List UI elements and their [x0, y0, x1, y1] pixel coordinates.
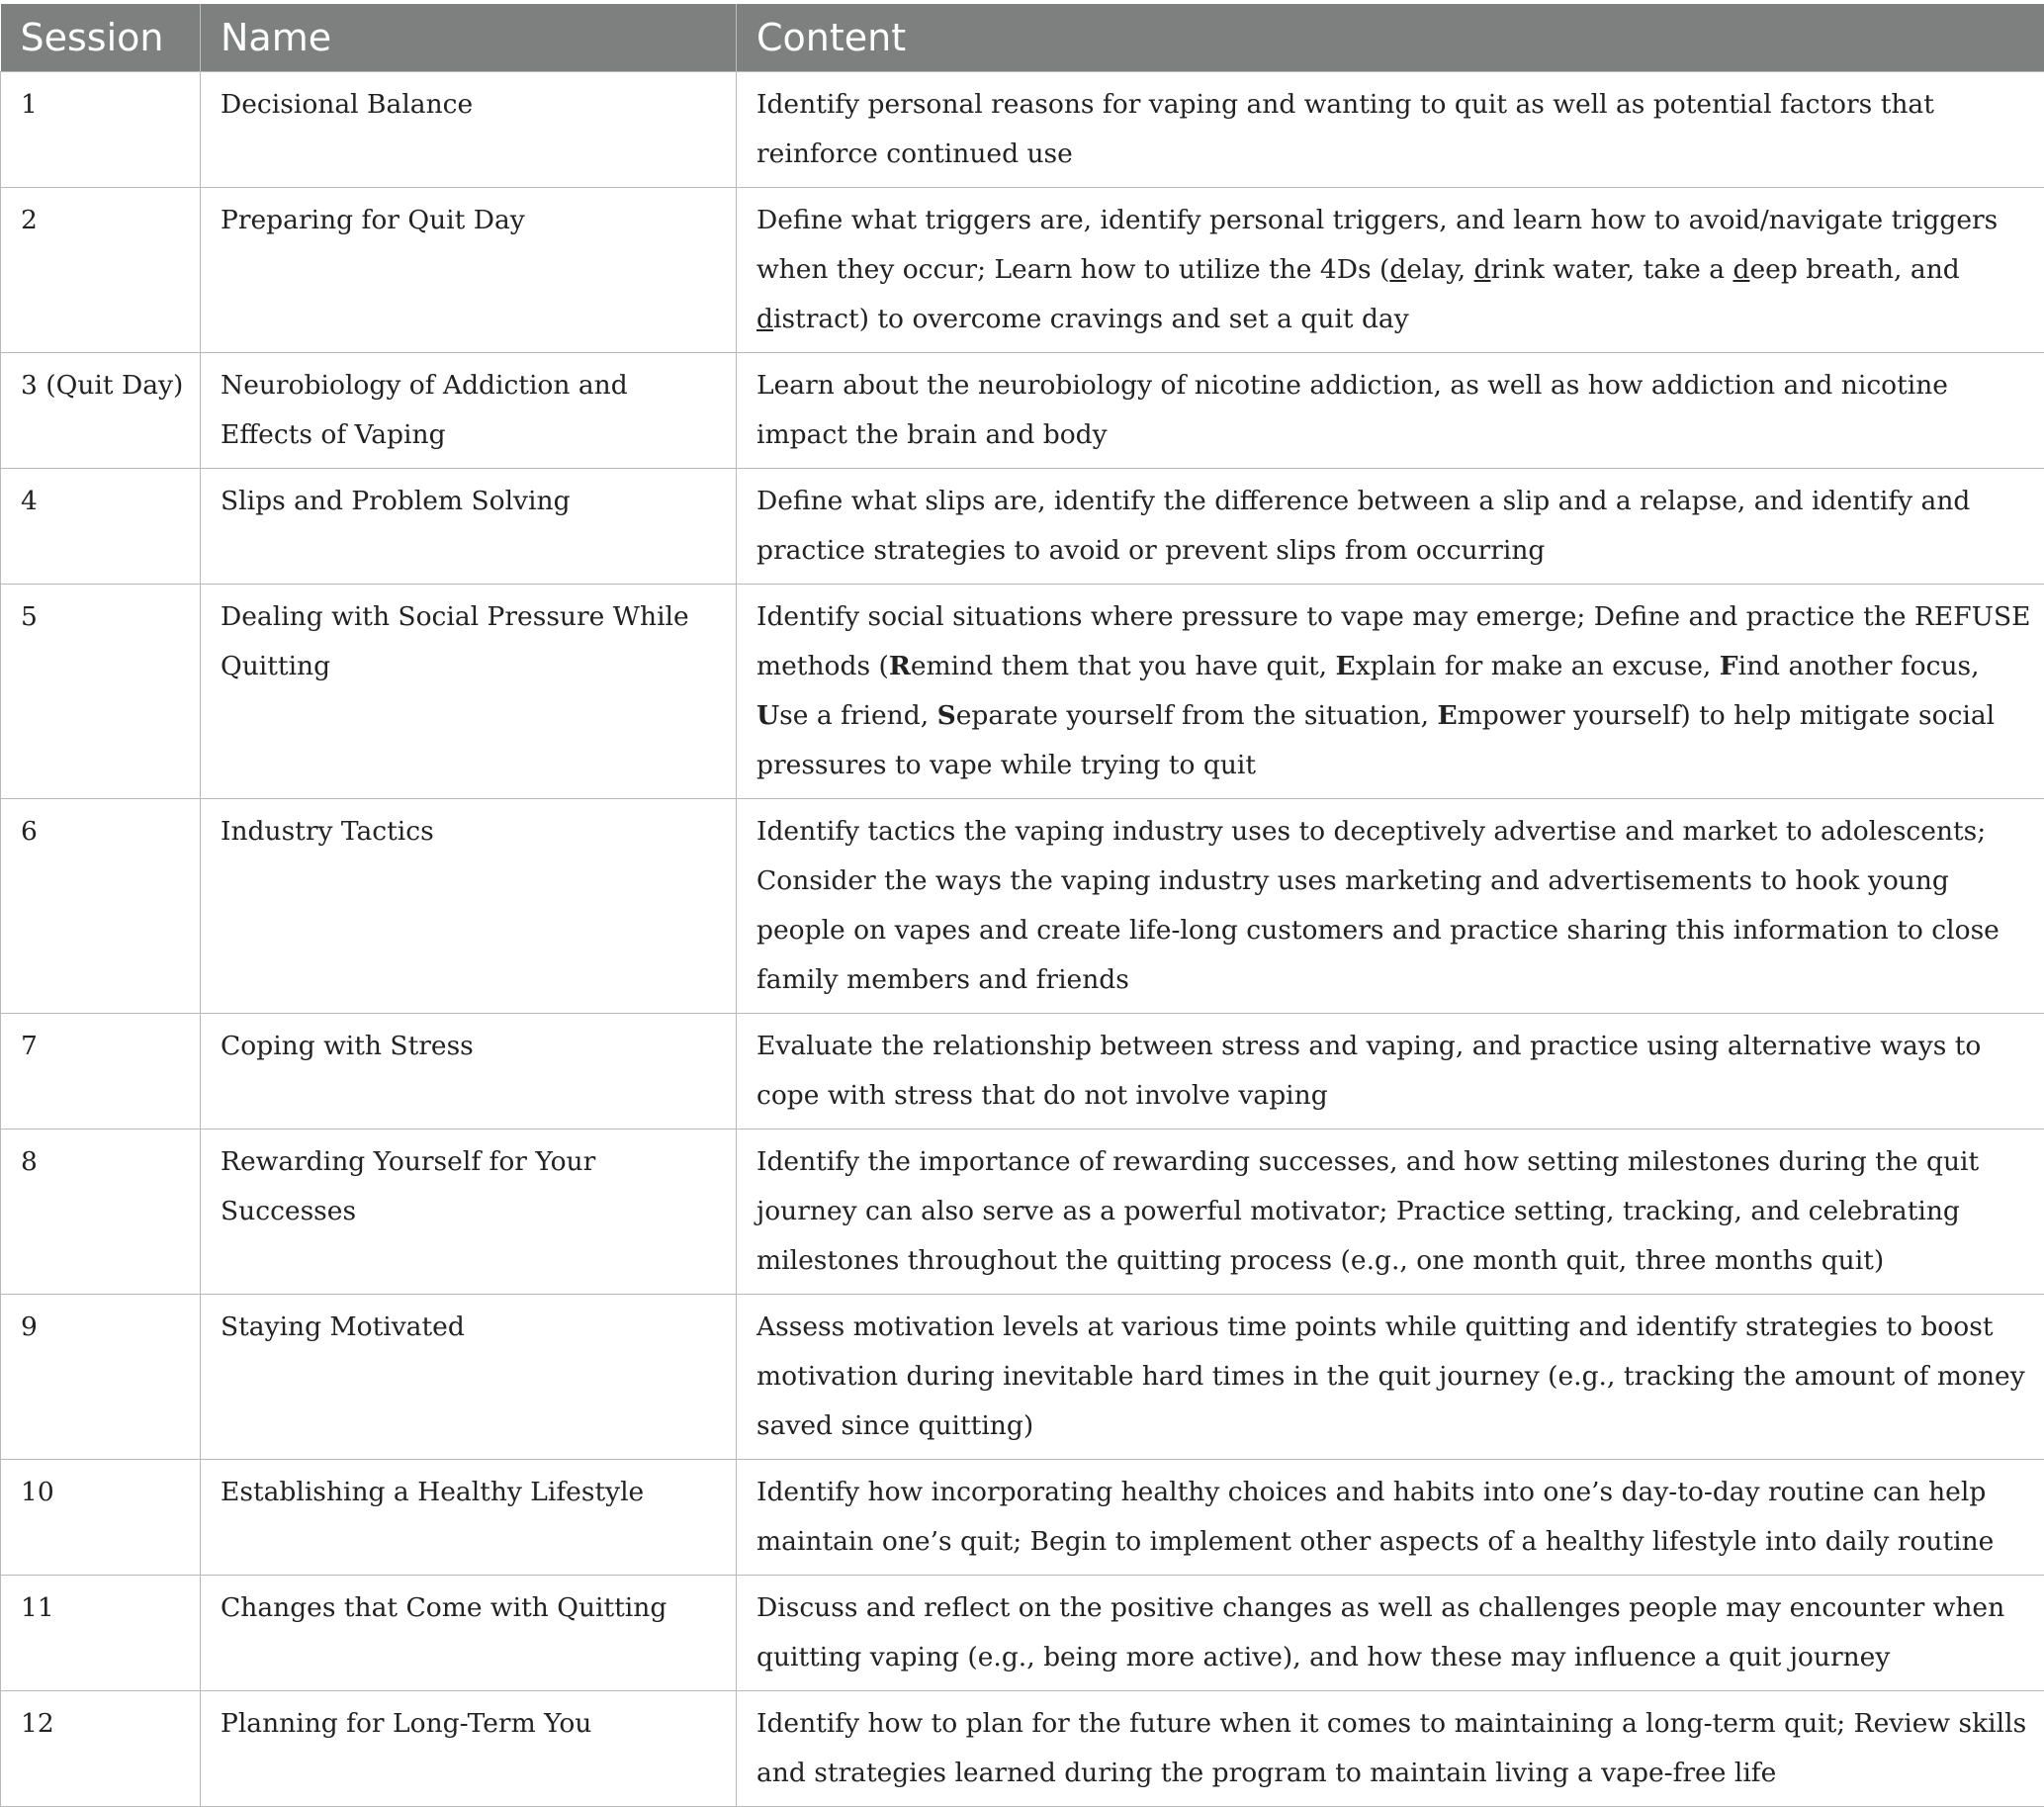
header-session: Session: [1, 4, 201, 72]
table-row: [1, 1460, 2044, 1576]
4ds-letter: d: [1474, 254, 1491, 285]
session-name: Dealing with Social Pressure While Quitting: [201, 585, 737, 799]
session-content: Assess motivation levels at various time points while quitting and identify strategies to boost motivation during inevitable hard times in the quit journey (e.g., tracking the amount of money saved since quitting): [737, 1295, 2044, 1460]
session-number: 6: [1, 799, 201, 1014]
session-number: 4: [1, 469, 201, 585]
content-text: emind them that you have quit,: [911, 651, 1336, 681]
content-text: elay,: [1406, 254, 1473, 285]
refuse-letter: U: [756, 700, 779, 731]
session-number: 10: [1, 1460, 201, 1576]
4ds-letter: d: [1733, 254, 1750, 285]
session-number: 11: [1, 1576, 201, 1691]
session-name: Planning for Long-Term You: [201, 1691, 737, 1807]
content-text: mpower yourself) to help mitigate social pressures to vape while trying to quit: [756, 700, 1995, 780]
session-name: Coping with Stress: [201, 1014, 737, 1129]
header-name: Name: [201, 4, 737, 72]
session-content: Identify how incorporating healthy choices and habits into one’s day-to-day routine can help maintain one’s quit; Begin to implement other aspects of a healthy lifestyle into daily routine: [737, 1460, 2044, 1576]
content-text: istract) to overcome cravings and set a quit day: [773, 304, 1409, 334]
session-name: Industry Tactics: [201, 799, 737, 1014]
table-row: [1, 469, 2044, 585]
header-content: Content: [737, 4, 2044, 72]
content-text: se a friend,: [779, 700, 936, 731]
session-number: 3 (Quit Day): [1, 353, 201, 469]
table-row: [1, 1014, 2044, 1129]
content-text: ind another focus,: [1738, 651, 1980, 681]
session-name: Staying Motivated: [201, 1295, 737, 1460]
session-name: Changes that Come with Quitting: [201, 1576, 737, 1691]
session-content: Identify tactics the vaping industry uses to deceptively advertise and market to adolescents; Consider the ways the vaping industry uses marketing and advertisements to hook young people on vapes and create life-long customers and practice sharing this information to close family members and friends: [737, 799, 2044, 1014]
refuse-letter: E: [1336, 651, 1356, 681]
content-text: Identify social situations where pressure to vape may emerge; Define and practice the REFUSE methods (: [756, 601, 2030, 681]
content-text: Define what triggers are, identify personal triggers, and learn how to avoid/navigate triggers when they occur; Learn how to utilize the 4Ds (: [756, 205, 1998, 285]
table-row: [1, 1129, 2044, 1295]
session-number: 5: [1, 585, 201, 799]
session-number: 12: [1, 1691, 201, 1807]
session-content: Define what slips are, identify the difference between a slip and a relapse, and identify and practice strategies to avoid or prevent slips from occurring: [737, 469, 2044, 585]
session-number: 7: [1, 1014, 201, 1129]
session-content: Learn about the neurobiology of nicotine addiction, as well as how addiction and nicotine impact the brain and body: [737, 353, 2044, 469]
refuse-letter: E: [1437, 700, 1457, 731]
content-text: eparate yourself from the situation,: [956, 700, 1438, 731]
table-header-row: [1, 4, 2044, 72]
content-text: eep breath, and: [1749, 254, 1959, 285]
table-row: [1, 353, 2044, 469]
session-number: 2: [1, 188, 201, 353]
content-text: xplain for make an excuse,: [1356, 651, 1720, 681]
session-name: Rewarding Yourself for Your Successes: [201, 1129, 737, 1295]
session-number: 9: [1, 1295, 201, 1460]
table-row: [1, 1691, 2044, 1807]
session-content: Discuss and reflect on the positive changes as well as challenges people may encounter when quitting vaping (e.g., being more active), and how these may influence a quit journey: [737, 1576, 2044, 1691]
session-content: [737, 585, 2044, 799]
4ds-letter: d: [1389, 254, 1406, 285]
refuse-letter: F: [1720, 651, 1738, 681]
table-row: [1, 72, 2044, 188]
session-name: Preparing for Quit Day: [201, 188, 737, 353]
refuse-letter: S: [937, 700, 956, 731]
session-number: 1: [1, 72, 201, 188]
session-content: Evaluate the relationship between stress and vaping, and practice using alternative ways to cope with stress that do not involve vaping: [737, 1014, 2044, 1129]
session-name: Slips and Problem Solving: [201, 469, 737, 585]
table-row: [1, 799, 2044, 1014]
session-name: Establishing a Healthy Lifestyle: [201, 1460, 737, 1576]
table-row: [1, 585, 2044, 799]
session-table-container: [0, 4, 2044, 1807]
session-content: Identify the importance of rewarding successes, and how setting milestones during the quit journey can also serve as a powerful motivator; Practice setting, tracking, and celebrating milestones throughout the quitting process (e.g., one month quit, three months quit): [737, 1129, 2044, 1295]
table-row: [1, 188, 2044, 353]
session-name: Neurobiology of Addiction and Effects of Vaping: [201, 353, 737, 469]
session-name: Decisional Balance: [201, 72, 737, 188]
session-content: Identify how to plan for the future when it comes to maintaining a long-term quit; Review skills and strategies learned during the program to maintain living a vape-free life: [737, 1691, 2044, 1807]
session-number: 8: [1, 1129, 201, 1295]
table-row: [1, 1295, 2044, 1460]
session-content: Identify personal reasons for vaping and wanting to quit as well as potential factors that reinforce continued use: [737, 72, 2044, 188]
content-text: rink water, take a: [1491, 254, 1733, 285]
session-content: [737, 188, 2044, 353]
table-row: [1, 1576, 2044, 1691]
session-table: [0, 4, 2044, 1807]
4ds-letter: d: [756, 304, 773, 334]
refuse-letter: R: [889, 651, 911, 681]
